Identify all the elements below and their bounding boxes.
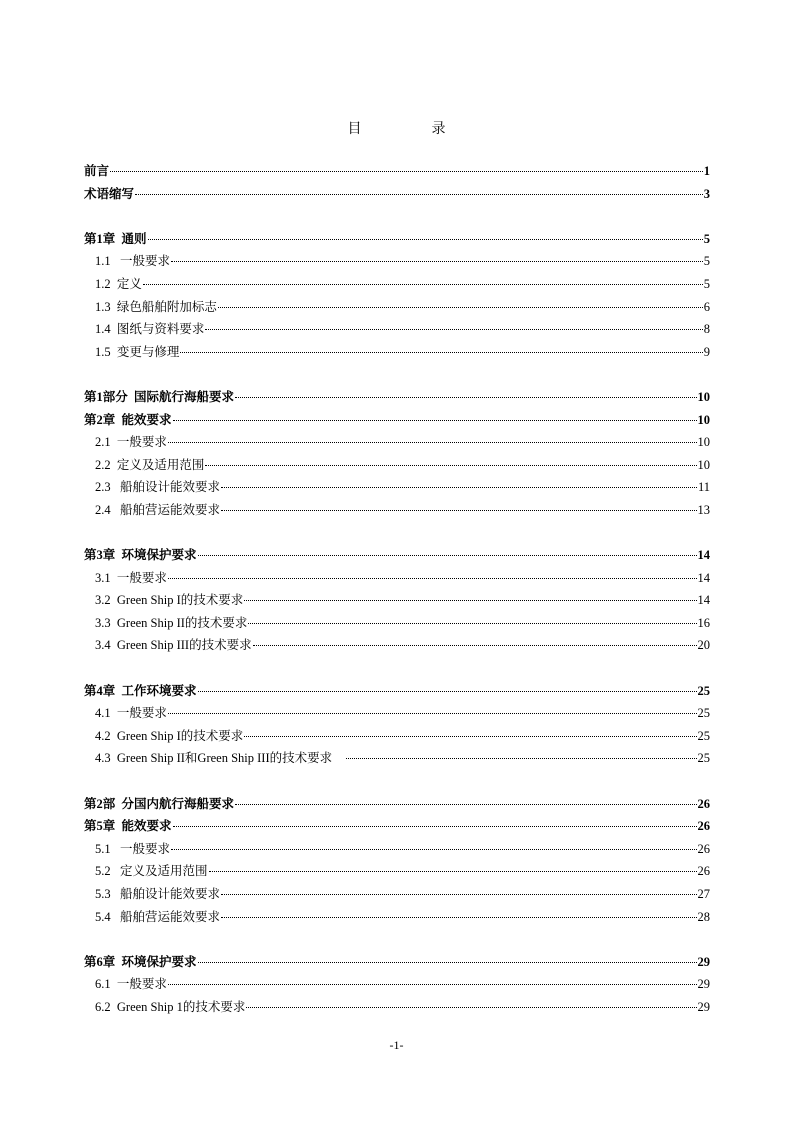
toc-entry-page: 10 bbox=[697, 389, 710, 404]
toc-dot-leader bbox=[246, 1007, 696, 1008]
toc-entry-page: 25 bbox=[697, 683, 710, 698]
toc-section-entry[interactable] bbox=[84, 454, 710, 477]
toc-dot-leader bbox=[135, 194, 703, 195]
toc-dot-leader bbox=[171, 849, 696, 850]
toc-entry-label: 第2章 能效要求 bbox=[84, 412, 172, 427]
toc-entry-label: 第2部 分国内航行海船要求 bbox=[84, 796, 235, 811]
toc-entry-page: 14 bbox=[697, 593, 710, 608]
toc-entry-label: 1.3 绿色船舶附加标志 bbox=[95, 299, 217, 314]
toc-entry-label: 3.4 Green Ship III的技术要求 bbox=[95, 638, 252, 653]
toc-entry-label: 第3章 环境保护要求 bbox=[84, 548, 197, 563]
toc-entry-page: 27 bbox=[697, 887, 710, 901]
toc-section-entry[interactable] bbox=[84, 996, 710, 1019]
toc-heading-entry[interactable] bbox=[84, 228, 710, 251]
toc-entry-label: 4.2 Green Ship I的技术要求 bbox=[95, 728, 244, 743]
page-number: -1- bbox=[389, 1038, 404, 1052]
toc-entry-label: 3.1 一般要求 bbox=[95, 570, 167, 585]
toc-entry-page: 9 bbox=[703, 344, 710, 359]
toc-section-entry[interactable] bbox=[84, 702, 710, 725]
toc-section-entry[interactable] bbox=[84, 838, 710, 861]
toc-section-entry[interactable] bbox=[84, 250, 710, 273]
toc-dot-leader bbox=[235, 397, 696, 398]
toc-entry-label: 5.1 一般要求 bbox=[95, 841, 171, 856]
toc-entry-page: 8 bbox=[703, 322, 710, 337]
toc-entry-page: 10 bbox=[697, 435, 710, 450]
toc-entry-label: 5.2 定义及适用范围 bbox=[95, 864, 208, 879]
toc-dot-leader bbox=[221, 917, 696, 918]
page-title: 目 录 bbox=[347, 122, 474, 137]
toc-entry-label: 1.2 定义 bbox=[95, 276, 142, 291]
toc-entry-page: 10 bbox=[697, 457, 710, 472]
toc-heading-entry[interactable] bbox=[84, 951, 710, 974]
toc-entry-label: 2.2 定义及适用范围 bbox=[95, 457, 205, 472]
toc-section-entry[interactable] bbox=[84, 318, 710, 341]
toc-entry-page: 5 bbox=[703, 254, 710, 269]
toc-entry-label: 第1部分 国际航行海船要求 bbox=[84, 389, 235, 404]
toc-dot-leader bbox=[143, 284, 703, 285]
toc-section-entry[interactable] bbox=[84, 589, 710, 612]
toc-section-entry[interactable] bbox=[84, 634, 710, 657]
toc-entry-page: 26 bbox=[697, 841, 710, 856]
toc-dot-leader bbox=[198, 962, 697, 963]
toc-dot-leader bbox=[221, 510, 696, 511]
toc-entry-page: 29 bbox=[697, 954, 710, 969]
toc-entry-page: 29 bbox=[697, 999, 710, 1014]
toc-dot-leader bbox=[173, 826, 697, 827]
toc-spacer bbox=[84, 928, 710, 951]
toc-entry-label: 第1章 通则 bbox=[84, 231, 147, 246]
toc-section-entry[interactable] bbox=[84, 273, 710, 296]
toc-spacer bbox=[84, 363, 710, 386]
toc-entry-page: 3 bbox=[703, 186, 710, 201]
toc-entry-page: 1 bbox=[703, 164, 710, 178]
toc-entry-page: 10 bbox=[697, 412, 710, 427]
toc-entry-page: 6 bbox=[703, 299, 710, 314]
toc-dot-leader bbox=[244, 736, 696, 737]
table-of-contents bbox=[84, 160, 710, 1019]
toc-entry-label: 前言 bbox=[84, 164, 110, 178]
toc-entry-page: 25 bbox=[697, 706, 710, 721]
toc-entry-label: 术语缩写 bbox=[84, 186, 135, 201]
toc-entry-label: 6.2 Green Ship 1的技术要求 bbox=[95, 999, 246, 1014]
toc-entry-label: 6.1 一般要求 bbox=[95, 977, 167, 992]
toc-section-entry[interactable] bbox=[84, 296, 710, 319]
toc-section-entry[interactable] bbox=[84, 341, 710, 364]
toc-entry-page: 5 bbox=[703, 231, 710, 246]
toc-spacer bbox=[84, 522, 710, 545]
toc-entry-page: 26 bbox=[697, 864, 710, 879]
toc-entry-page: 29 bbox=[697, 977, 710, 992]
toc-entry-label: 2.3 船舶设计能效要求 bbox=[95, 480, 221, 495]
toc-entry-label: 4.1 一般要求 bbox=[95, 706, 167, 721]
toc-entry-page: 20 bbox=[697, 638, 710, 653]
toc-entry-label: 1.4 图纸与资料要求 bbox=[95, 322, 205, 337]
toc-section-entry[interactable] bbox=[84, 725, 710, 748]
toc-entry-page: 28 bbox=[697, 909, 710, 924]
toc-dot-leader bbox=[346, 758, 697, 759]
toc-dot-leader bbox=[205, 329, 702, 330]
toc-dot-leader bbox=[148, 239, 703, 240]
toc-dot-leader bbox=[218, 307, 703, 308]
toc-dot-leader bbox=[168, 984, 697, 985]
toc-entry-label: 5.3 船舶设计能效要求 bbox=[95, 887, 221, 901]
toc-section-entry[interactable] bbox=[84, 476, 710, 499]
toc-dot-leader bbox=[110, 171, 703, 172]
toc-section-entry[interactable] bbox=[84, 612, 710, 635]
toc-dot-leader bbox=[205, 465, 696, 466]
toc-dot-leader bbox=[198, 691, 697, 692]
toc-entry-label: 1.1 一般要求 bbox=[95, 254, 171, 269]
toc-entry-label: 第5章 能效要求 bbox=[84, 819, 172, 834]
toc-spacer bbox=[84, 657, 710, 680]
toc-entry-label: 第4章 工作环境要求 bbox=[84, 683, 197, 698]
toc-dot-leader bbox=[248, 623, 696, 624]
toc-entry-page: 26 bbox=[697, 819, 710, 834]
toc-entry-page: 11 bbox=[697, 480, 710, 495]
toc-entry-page: 5 bbox=[703, 276, 710, 291]
toc-entry-page: 14 bbox=[697, 548, 710, 563]
toc-heading-entry[interactable] bbox=[84, 815, 710, 838]
toc-heading-entry[interactable] bbox=[84, 544, 710, 567]
toc-dot-leader bbox=[244, 600, 696, 601]
toc-section-entry[interactable] bbox=[84, 883, 710, 906]
toc-section-entry[interactable] bbox=[84, 906, 710, 929]
toc-entry-label: 5.4 船舶营运能效要求 bbox=[95, 909, 221, 924]
toc-entry-page: 14 bbox=[697, 570, 710, 585]
toc-section-entry[interactable] bbox=[84, 973, 710, 996]
toc-heading-entry[interactable] bbox=[84, 680, 710, 703]
toc-entry-label: 4.3 Green Ship II和Green Ship III的技术要求 bbox=[95, 751, 345, 766]
toc-spacer bbox=[84, 205, 710, 228]
toc-entry-page: 25 bbox=[697, 751, 710, 766]
toc-entry-label: 3.3 Green Ship II的技术要求 bbox=[95, 615, 248, 630]
toc-dot-leader bbox=[168, 578, 697, 579]
toc-dot-leader bbox=[209, 871, 697, 872]
toc-section-entry[interactable] bbox=[84, 860, 710, 883]
toc-heading-entry[interactable] bbox=[84, 160, 710, 183]
toc-heading-entry[interactable] bbox=[84, 183, 710, 206]
toc-heading-entry[interactable] bbox=[84, 793, 710, 816]
toc-section-entry[interactable] bbox=[84, 747, 710, 770]
toc-section-entry[interactable] bbox=[84, 567, 710, 590]
toc-dot-leader bbox=[168, 442, 697, 443]
toc-heading-entry[interactable] bbox=[84, 386, 710, 409]
toc-dot-leader bbox=[168, 713, 697, 714]
toc-dot-leader bbox=[198, 555, 697, 556]
toc-entry-label: 1.5 变更与修理 bbox=[95, 344, 180, 359]
toc-entry-page: 16 bbox=[697, 615, 710, 630]
toc-section-entry[interactable] bbox=[84, 499, 710, 522]
toc-dot-leader bbox=[221, 487, 697, 488]
toc-dot-leader bbox=[173, 420, 697, 421]
toc-entry-label: 2.4 船舶营运能效要求 bbox=[95, 502, 221, 517]
toc-entry-label: 3.2 Green Ship I的技术要求 bbox=[95, 593, 244, 608]
toc-dot-leader bbox=[235, 804, 696, 805]
toc-section-entry[interactable] bbox=[84, 431, 710, 454]
toc-entry-page: 13 bbox=[697, 502, 710, 517]
toc-entry-label: 第6章 环境保护要求 bbox=[84, 954, 197, 969]
toc-dot-leader bbox=[221, 894, 696, 895]
toc-entry-page: 26 bbox=[697, 796, 710, 811]
toc-entry-label: 2.1 一般要求 bbox=[95, 435, 167, 450]
toc-spacer bbox=[84, 770, 710, 793]
toc-entry-page: 25 bbox=[697, 728, 710, 743]
toc-dot-leader bbox=[253, 645, 697, 646]
toc-dot-leader bbox=[180, 352, 702, 353]
toc-heading-entry[interactable] bbox=[84, 409, 710, 432]
toc-dot-leader bbox=[171, 261, 703, 262]
